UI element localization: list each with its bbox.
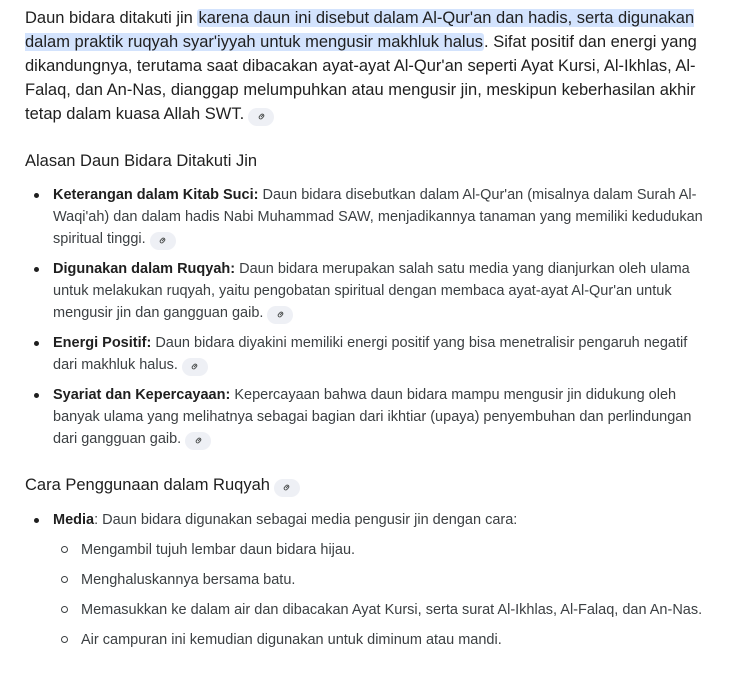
source-link-button[interactable] bbox=[274, 479, 300, 497]
list-item bbox=[53, 509, 705, 651]
link-icon bbox=[275, 309, 286, 320]
link-icon bbox=[189, 361, 200, 372]
list-item bbox=[53, 258, 705, 324]
section-heading-usage bbox=[25, 474, 705, 497]
section-heading-reasons: Alasan Daun Bidara Ditakuti Jin bbox=[25, 152, 258, 170]
source-link-button[interactable] bbox=[267, 306, 293, 324]
intro-highlight[interactable]: karena daun ini disebut dalam Al-Qur'an dan hadis, serta digunakan dalam praktik ruqyah syar'iyyah untuk mengusir makhluk halus bbox=[25, 9, 695, 51]
sub-list-item: Memasukkan ke dalam air dan dibacakan Ayat Kursi, serta surat Al-Ikhlas, Al-Falaq, dan An-Nas. bbox=[81, 599, 705, 621]
list-item-text: Kepercayaan bahwa daun bidara mampu mengusir jin didukung oleh banyak ulama yang melihatnya sebagai bagian dari ikhtiar (upaya) penyembuhan dan perlindungan dari gangguan gaib. bbox=[53, 387, 692, 447]
list-item-title: Digunakan dalam Ruqyah: bbox=[53, 261, 236, 277]
sub-list-item: Air campuran ini kemudian digunakan untuk diminum atau mandi. bbox=[81, 629, 705, 651]
link-icon bbox=[157, 235, 168, 246]
sub-list-item: Mengambil tujuh lembar daun bidara hijau. bbox=[81, 539, 705, 561]
link-icon bbox=[281, 482, 292, 493]
usage-list bbox=[25, 509, 705, 651]
list-item-text: Daun bidara disebutkan dalam Al-Qur'an (misalnya dalam Surah Al-Waqi'ah) dan dalam hadis Nabi Muhammad SAW, menjadikannya tanaman yang memiliki kedudukan spiritual tinggi. bbox=[53, 187, 703, 247]
list-item-title: Syariat dan Kepercayaan: bbox=[53, 387, 231, 403]
intro-rest: . Sifat positif dan energi yang dikandungnya, terutama saat dibacakan ayat-ayat Al-Qur'an seperti Ayat Kursi, Al-Ikhlas, Al-Falaq, dan An-Nas, dianggap melumpuhkan atau mengusir jin, meskipun keberhasilan akhir tetap dalam kuasa Allah SWT. bbox=[25, 33, 697, 123]
link-icon bbox=[193, 435, 204, 446]
intro-lead: Daun bidara ditakuti jin bbox=[25, 9, 198, 27]
list-item bbox=[53, 184, 705, 250]
section-heading-usage-text: Cara Penggunaan dalam Ruqyah bbox=[25, 476, 270, 494]
list-item bbox=[53, 384, 705, 450]
link-icon bbox=[256, 111, 267, 122]
reasons-list bbox=[25, 184, 705, 450]
source-link-button[interactable] bbox=[248, 108, 274, 126]
list-item-title: Media bbox=[53, 511, 95, 528]
usage-steps-list bbox=[53, 539, 705, 651]
source-link-button[interactable] bbox=[185, 432, 211, 450]
source-link-button[interactable] bbox=[182, 358, 208, 376]
list-item-title: Energi Positif: bbox=[53, 335, 152, 351]
list-item-text: : Daun bidara digunakan sebagai media pengusir jin dengan cara: bbox=[94, 511, 518, 528]
sub-list-item: Menghaluskannya bersama batu. bbox=[81, 569, 705, 591]
intro-paragraph bbox=[25, 6, 705, 126]
list-item bbox=[53, 332, 705, 376]
list-item-title: Keterangan dalam Kitab Suci: bbox=[53, 187, 259, 203]
source-link-button[interactable] bbox=[150, 232, 176, 250]
list-item-text: Daun bidara merupakan salah satu media yang dianjurkan oleh ulama untuk melakukan ruqyah, yaitu pengobatan spiritual dengan membaca ayat-ayat Al-Qur'an untuk mengusir jin dan gangguan gaib. bbox=[53, 261, 690, 321]
list-item-text: Daun bidara diyakini memiliki energi positif yang bisa menetralisir pengaruh negatif dari makhluk halus. bbox=[53, 335, 688, 373]
